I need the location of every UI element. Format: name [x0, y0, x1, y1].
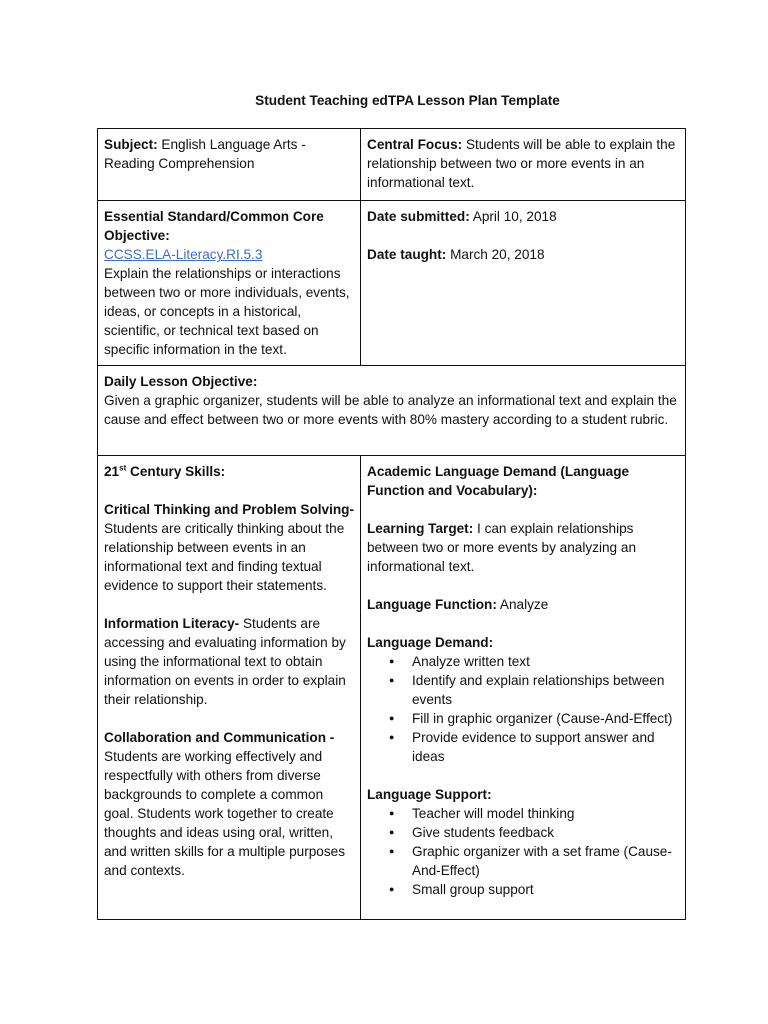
list-item: ● Provide evidence to support answer and ideas [412, 728, 679, 766]
document-title: Student Teaching edTPA Lesson Plan Template [255, 93, 560, 108]
language-function-text: Analyze [496, 597, 549, 612]
learning-target-text: I can explain relationships between two or more events by analyzing an informational text. [367, 521, 637, 574]
subject-value: English Language Arts - Reading Comprehension [104, 137, 306, 171]
standard-link[interactable]: CCSS.ELA-Literacy.RI.5.3 [104, 247, 263, 262]
critical-thinking-text: Students are critically thinking about the relationship between events in an informational text and finding textual evidence to support their statements. [104, 521, 345, 593]
list-item: ● Small group support [412, 880, 679, 899]
cell-daily-objective [98, 366, 686, 456]
cell-central-focus [361, 129, 686, 201]
row-subject [98, 129, 686, 201]
standard-label: Essential Standard/Common Core Objective: [104, 209, 324, 243]
date-taught-value: March 20, 2018 [450, 247, 545, 262]
date-taught-label: Date taught: [367, 247, 447, 262]
list-item: ● Analyze written text [412, 652, 679, 671]
information-literacy-label: Information Literacy- [104, 616, 240, 631]
central-focus-value: Students will be able to explain the relationship between two or more events in an informational text. [367, 137, 676, 190]
central-focus-label: Central Focus: [367, 137, 463, 152]
language-function-label: Language Function: [367, 597, 497, 612]
language-demand-list [367, 652, 679, 766]
list-item: ● Identify and explain relationships between events [412, 671, 679, 709]
cell-21st-century-skills [98, 456, 361, 920]
row-standard [98, 201, 686, 366]
language-support-list [367, 804, 679, 899]
date-submitted-value: April 10, 2018 [472, 209, 557, 224]
cell-subject [98, 129, 361, 201]
cell-dates [361, 201, 686, 366]
list-item: ● Teacher will model thinking [412, 804, 679, 823]
row-daily-objective [98, 366, 686, 456]
lesson-plan-table [97, 128, 686, 920]
language-support-label: Language Support: [367, 787, 492, 802]
daily-objective-label: Daily Lesson Objective: [104, 374, 258, 389]
date-submitted-label: Date submitted: [367, 209, 470, 224]
cell-standard [98, 201, 361, 366]
list-item: ● Fill in graphic organizer (Cause-And-Effect) [412, 709, 679, 728]
skills-heading: 21st Century Skills: [104, 463, 226, 479]
language-demand-label: Language Demand: [367, 635, 494, 650]
collaboration-label: Collaboration and Communication - [104, 730, 335, 745]
academic-heading: Academic Language Demand (Language Function and Vocabulary): [367, 464, 630, 498]
daily-objective-text: Given a graphic organizer, students will be able to analyze an informational text and explain the cause and effect between two or more events with 80% mastery according to a student rubric. [104, 393, 677, 427]
critical-thinking-label: Critical Thinking and Problem Solving- [104, 502, 354, 517]
standard-text: Explain the relationships or interactions between two or more individuals, events, ideas, or concepts in a historical, scientific, or technical text based on specific information in the text. [104, 266, 350, 357]
information-literacy-text: Students are accessing and evaluating information by using the informational text to obtain information on events in order to explain their relationship. [104, 616, 346, 707]
list-item: ● Give students feedback [412, 823, 679, 842]
row-skills [98, 456, 686, 920]
cell-academic-language [361, 456, 686, 920]
collaboration-text: Students are working effectively and respectfully with others from diverse backgrounds to complete a common goal. Students work together to create thoughts and ideas using oral, written, and written skills for a multiple purposes and contexts. [104, 749, 346, 878]
list-item: ● Graphic organizer with a set frame (Cause-And-Effect) [412, 842, 679, 880]
learning-target-label: Learning Target: [367, 521, 474, 536]
subject-label: Subject: [104, 137, 158, 152]
